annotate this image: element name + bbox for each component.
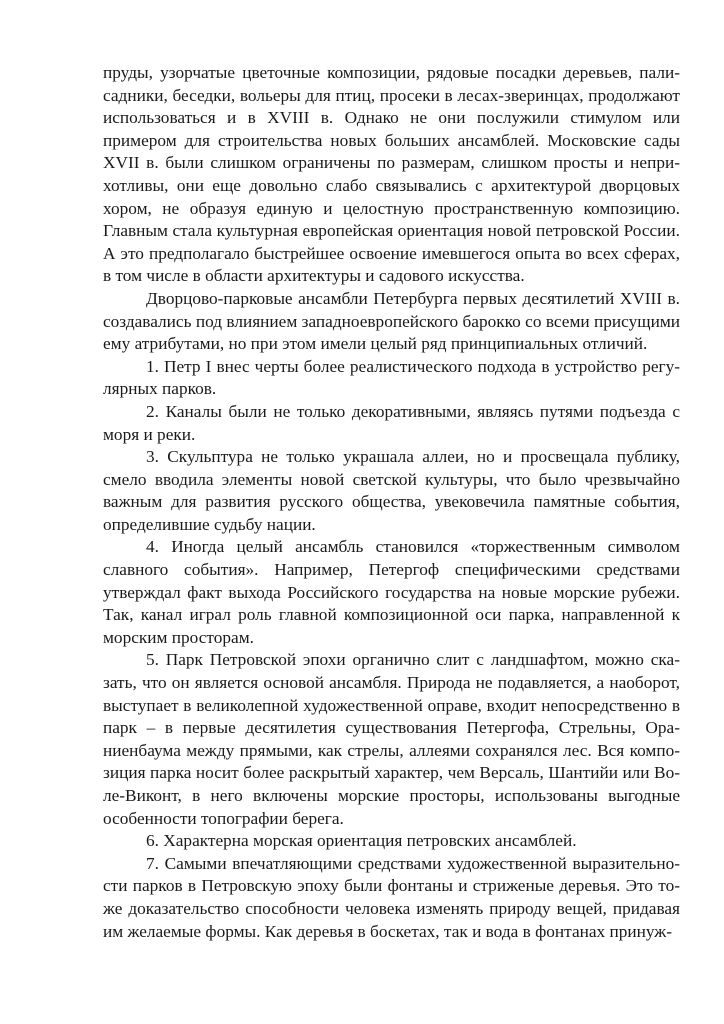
list-item-7: 7. Самыми впечатляющими средствами художественной выразительности парков в Петровскую эпоху были фонтаны и стриженые деревья. Это тоже доказательство способности человека изменять природу вещей, придавая им желаемые формы. Как деревья в боскетах, так и вода в фонтанах принуж-	[103, 853, 680, 941]
document-page	[103, 62, 680, 943]
paragraph-intro: Дворцово-парковые ансамбли Петербурга первых десятилетий XVIII в. создавались под влиянием западноевропейского барокко со всеми присущими ему атрибутами, но при этом имели целый ряд принципиальных отличий.	[103, 288, 680, 354]
list-item-1: 1. Петр I внес черты более реалистического подхода в устройство регулярных парков.	[103, 356, 680, 399]
list-item-3: 3. Скульптура не только украшала аллеи, но и просвещала публику, смело вводила элементы новой светской культуры, что было чрезвычайно важным для развития русского общества, увековечила памятные события, определившие судьбу нации.	[103, 447, 680, 534]
list-item-4: 4. Иногда целый ансамбль становился «торжественным символом славного события». Например, Петергоф специфическими средствами утверждал факт выхода Российского государства на новые морские рубежи. Так, канал играл роль главной композиционной оси парка, направленной к морским просторам.	[103, 537, 680, 647]
list-item-6: 6. Характерна морская ориентация петровских ансамблей.	[146, 831, 577, 851]
list-item-5: 5. Парк Петровской эпохи органично слит с ландшафтом, можно сказать, что он является основой ансамбля. Природа не подавляется, а наоборот, выступает в великолепной художественной оправе, входит непосредственно в парк – в первые десятилетия существования Петергофа, Стрельны, Ораниенбаума между прямыми, как стрелы, аллеями сохранялся лес. Вся композиция парка носит более раскрытый характер, чем Версаль, Шантийи или Воле-Виконт, в него включены морские просторы, использованы выгодные особенности топографии берега.	[103, 650, 680, 828]
paragraph-continuation: пруды, узорчатые цветочные композиции, рядовые посадки деревьев, палисадники, беседки, вольеры для птиц, просеки в лесах-зверинцах, продолжают использоваться и в XVIII в. Однако не они послужили стимулом или примером для строительства новых больших ансамблей. Московские сады XVII в. были слишком ограничены по размерам, слишком просты и неприхотливы, они еще довольно слабо связывались с архитектурой дворцовых хором, не образуя единую и целостную пространственную композицию. Главным стала культурная европейская ориентация новой петровской России. А это предполагало быстрейшее освоение имевшегося опыта во всех сферах, в том числе в области архитектуры и садового искусства.	[103, 63, 680, 286]
list-item-2: 2. Каналы были не только декоративными, являясь путями подъезда с моря и реки.	[103, 401, 680, 444]
